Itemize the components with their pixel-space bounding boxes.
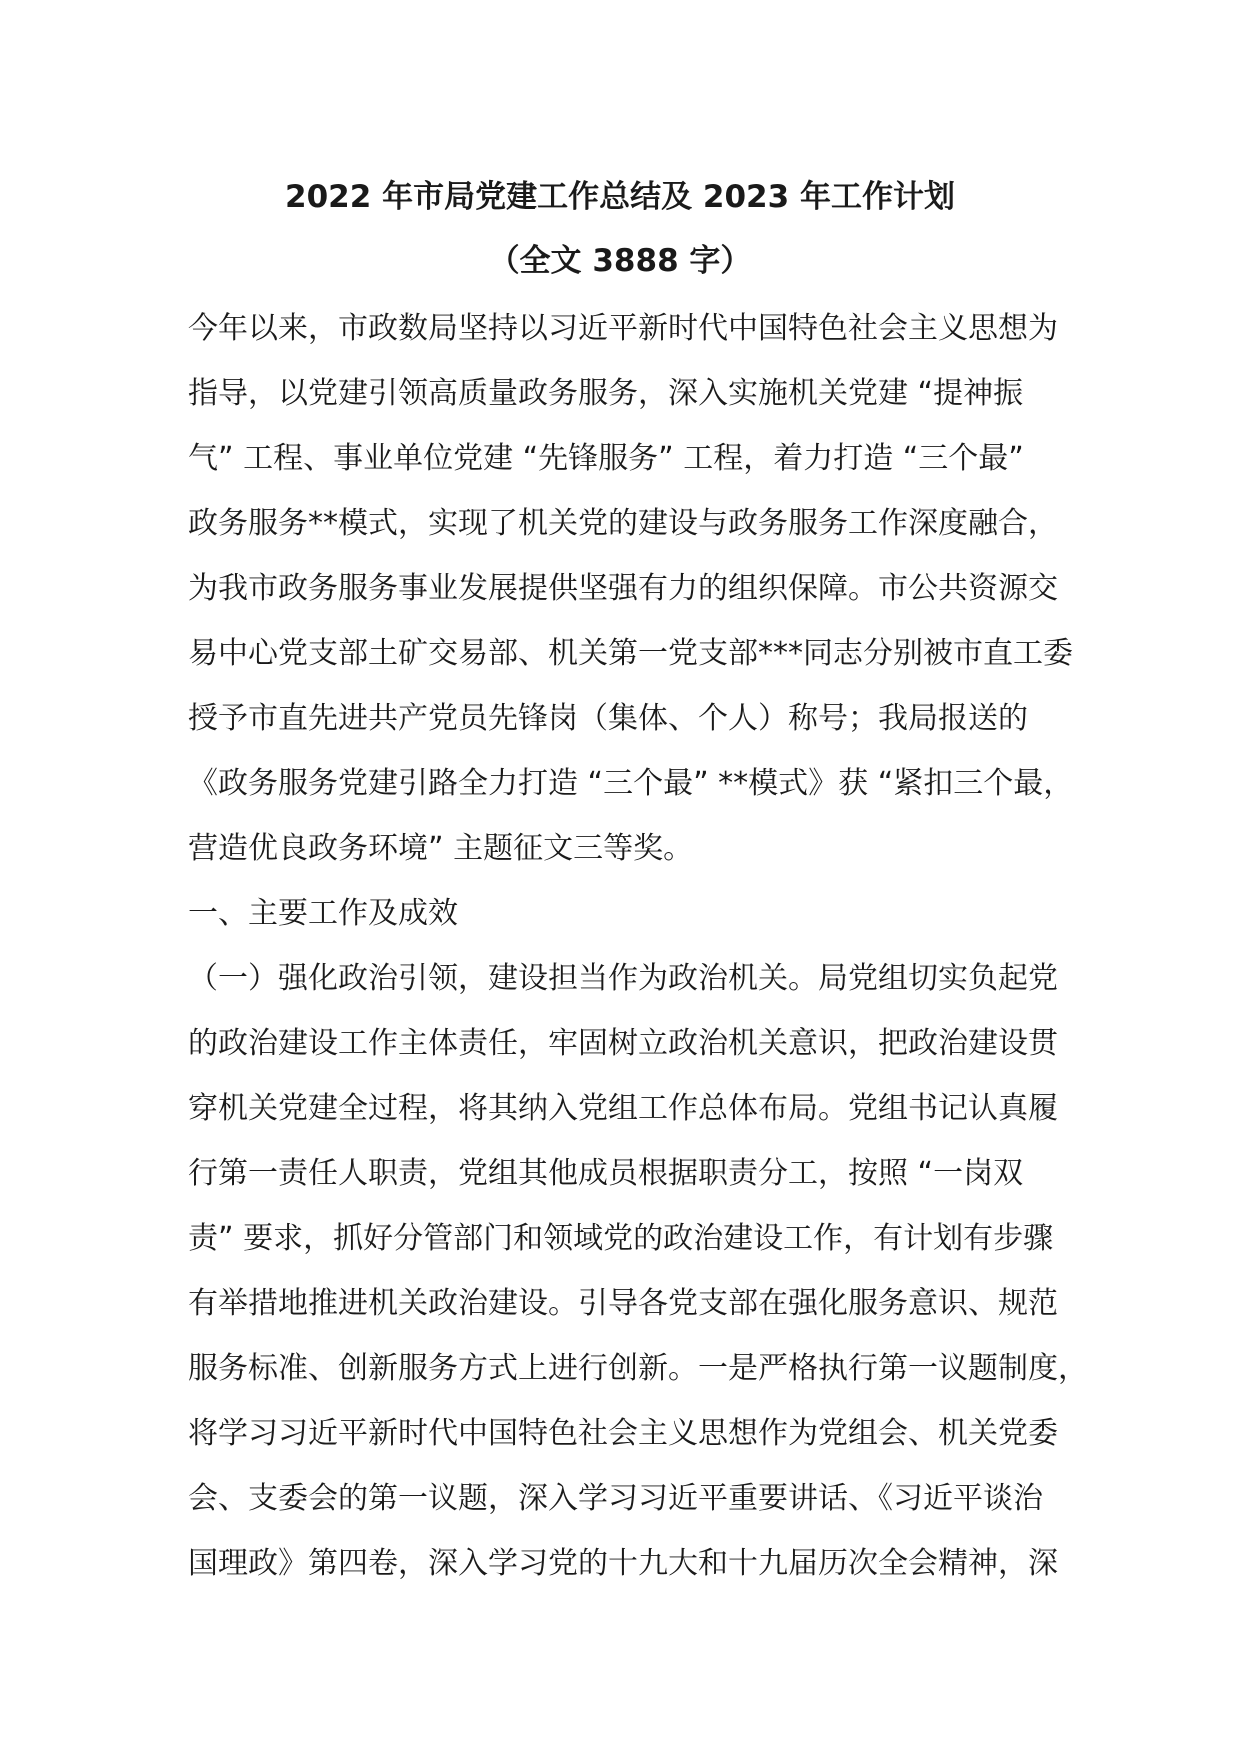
document-title: 2022 年市局党建工作总结及 2023 年工作计划: [285, 179, 955, 215]
document-subtitle: （全文 3888 字）: [488, 243, 752, 279]
body-line: 的政治建设工作主体责任，牢固树立政治机关意识，把政治建设贯: [188, 1026, 1058, 1061]
body-line: 指导，以党建引领高质量政务服务，深入实施机关党建 “提神振: [188, 376, 1024, 411]
section-heading: 一、主要工作及成效: [188, 896, 458, 931]
body-line: 今年以来，市政数局坚持以习近平新时代中国特色社会主义思想为: [188, 311, 1058, 346]
body-line: 易中心党支部土矿交易部、机关第一党支部***同志分别被市直工委: [188, 636, 1073, 671]
body-line: 《政务服务党建引路全力打造 “三个最” **模式》获 “紧扣三个最，: [188, 766, 1074, 801]
body-line: 政务服务**模式，实现了机关党的建设与政务服务工作深度融合，: [188, 506, 1058, 541]
body-line: 服务标准、创新服务方式上进行创新。一是严格执行第一议题制度，: [188, 1351, 1088, 1386]
body-line: 将学习习近平新时代中国特色社会主义思想作为党组会、机关党委: [188, 1416, 1058, 1451]
body-line: 责” 要求，抓好分管部门和领域党的政治建设工作，有计划有步骤: [188, 1221, 1054, 1256]
body-line: 国理政》第四卷，深入学习党的十九大和十九届历次全会精神，深: [188, 1546, 1058, 1581]
body-line: 穿机关党建全过程，将其纳入党组工作总体布局。党组书记认真履: [188, 1091, 1058, 1126]
body-line: 营造优良政务环境” 主题征文三等奖。: [188, 831, 694, 866]
body-line: 有举措地推进机关政治建设。引导各党支部在强化服务意识、规范: [188, 1286, 1058, 1321]
body-line: 为我市政务服务事业发展提供坚强有力的组织保障。市公共资源交: [188, 571, 1058, 606]
body-line: （一）强化政治引领，建设担当作为政治机关。局党组切实负起党: [188, 961, 1058, 996]
body-line: 会、支委会的第一议题，深入学习习近平重要讲话、《习近平谈治: [188, 1481, 1043, 1516]
document-body: [188, 296, 1088, 1596]
body-line: 行第一责任人职责，党组其他成员根据职责分工，按照 “一岗双: [188, 1156, 1024, 1191]
body-line: 气” 工程、事业单位党建 “先锋服务” 工程，着力打造 “三个最”: [188, 441, 1024, 476]
body-line: 授予市直先进共产党员先锋岗（集体、个人）称号；我局报送的: [188, 701, 1028, 736]
